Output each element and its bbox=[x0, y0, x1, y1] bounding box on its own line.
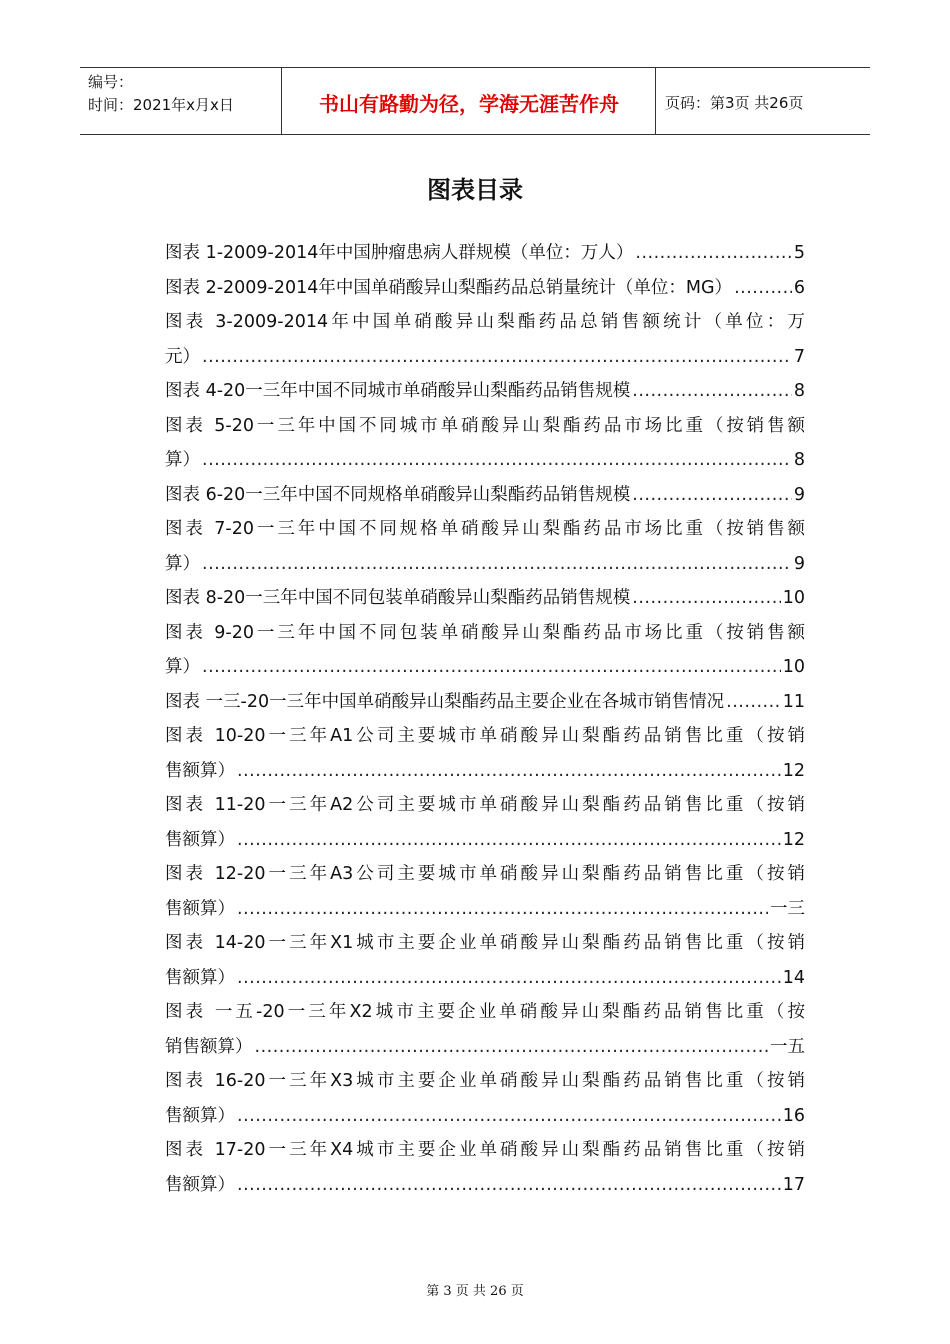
toc-entry-continuation[interactable] bbox=[165, 1099, 805, 1134]
toc-entry-text: 图表 8-20一三年中国不同包装单硝酸异山梨酯药品销售规模 bbox=[165, 588, 631, 608]
toc-entry-text: 图表 3-2009-2014年中国单硝酸异山梨酯药品总销售额统计（单位：万 bbox=[165, 312, 805, 332]
toc-leader-dots bbox=[237, 1168, 781, 1203]
toc-leader-dots bbox=[202, 650, 781, 685]
header-page-info: 页码：第3页 共26页 bbox=[665, 93, 804, 112]
toc-entry[interactable] bbox=[165, 374, 805, 409]
toc-entry-text: 图表 2-2009-2014年中国单硝酸异山梨酯药品总销量统计（单位：MG） bbox=[165, 277, 733, 298]
toc-entry-continuation[interactable] bbox=[165, 547, 805, 582]
header-left-cell bbox=[88, 71, 234, 117]
toc-entry-text: 图表 10-20一三年A1公司主要城市单硝酸异山梨酯药品销售比重（按销 bbox=[165, 726, 805, 746]
toc-leader-dots bbox=[726, 685, 781, 720]
toc-entry-text: 图表 9-20一三年中国不同包装单硝酸异山梨酯药品市场比重（按销售额 bbox=[165, 622, 805, 643]
toc-leader-dots bbox=[237, 1099, 781, 1134]
toc-entry-text: 元） bbox=[165, 346, 200, 367]
page-footer: 第 3 页 共 26 页 bbox=[426, 1284, 524, 1299]
toc-page-number: 9 bbox=[793, 484, 805, 505]
toc-leader-dots bbox=[632, 478, 792, 513]
toc-entry[interactable] bbox=[165, 685, 805, 720]
toc-entry-text: 售额算） bbox=[165, 898, 235, 919]
toc-entry[interactable] bbox=[165, 926, 805, 961]
toc-entry-continuation[interactable] bbox=[165, 1168, 805, 1203]
toc-entry[interactable] bbox=[165, 616, 805, 651]
number-label: 编号： bbox=[88, 73, 134, 91]
toc-page-number: 10 bbox=[782, 588, 805, 608]
toc-leader-dots bbox=[237, 823, 781, 858]
toc-entry-text: 算） bbox=[165, 657, 200, 677]
toc-entry-text: 算） bbox=[165, 553, 200, 574]
toc-entry-text: 图表 11-20一三年A2公司主要城市单硝酸异山梨酯药品销售比重（按销 bbox=[165, 795, 805, 815]
toc-leader-dots bbox=[237, 754, 781, 789]
toc-entry-continuation[interactable] bbox=[165, 754, 805, 789]
toc-page-number: 6 bbox=[793, 277, 805, 298]
toc-entry-text: 图表 7-20一三年中国不同规格单硝酸异山梨酯药品市场比重（按销售额 bbox=[165, 519, 805, 539]
toc-entry[interactable] bbox=[165, 857, 805, 892]
toc-entry[interactable] bbox=[165, 788, 805, 823]
toc-entry-text: 售额算） bbox=[165, 829, 235, 850]
time-label: 时间：2021年x月x日 bbox=[88, 96, 234, 114]
toc-leader-dots bbox=[255, 1030, 769, 1065]
toc-entry-continuation[interactable] bbox=[165, 961, 805, 996]
toc-entry-text: 图表 12-20一三年A3公司主要城市单硝酸异山梨酯药品销售比重（按销 bbox=[165, 864, 805, 884]
toc-entry-text: 图表 17-20一三年X4城市主要企业单硝酸异山梨酯药品销售比重（按销 bbox=[165, 1140, 805, 1160]
toc-entry[interactable] bbox=[165, 409, 805, 444]
toc-leader-dots bbox=[237, 961, 781, 996]
toc-page-number: 7 bbox=[793, 346, 805, 367]
toc-page-number: 11 bbox=[782, 691, 805, 712]
toc-entry-continuation[interactable] bbox=[165, 823, 805, 858]
toc-page-number: 12 bbox=[782, 829, 805, 850]
toc-entry[interactable] bbox=[165, 581, 805, 616]
toc-entry-text: 图表 16-20一三年X3城市主要企业单硝酸异山梨酯药品销售比重（按销 bbox=[165, 1071, 805, 1091]
toc-entry-text: 图表 4-20一三年中国不同城市单硝酸异山梨酯药品销售规模 bbox=[165, 381, 631, 401]
toc-page-number: 一三 bbox=[770, 898, 805, 919]
toc-page-number: 16 bbox=[782, 1105, 805, 1126]
toc-entry-text: 图表 6-20一三年中国不同规格单硝酸异山梨酯药品销售规模 bbox=[165, 484, 631, 505]
toc-entry[interactable] bbox=[165, 478, 805, 513]
toc-page-number: 8 bbox=[793, 381, 805, 401]
toc-leader-dots bbox=[202, 443, 792, 478]
table-of-figures bbox=[165, 236, 805, 1202]
toc-page-number: 9 bbox=[793, 553, 805, 574]
toc-entry[interactable] bbox=[165, 719, 805, 754]
toc-entry-continuation[interactable] bbox=[165, 1030, 805, 1065]
toc-entry-text: 图表 1-2009-2014年中国肿瘤患病人群规模（单位：万人） bbox=[165, 243, 634, 263]
toc-entry-text: 售额算） bbox=[165, 967, 235, 988]
toc-entry[interactable] bbox=[165, 236, 805, 271]
toc-page-number: 5 bbox=[793, 243, 805, 263]
toc-entry-text: 售额算） bbox=[165, 1105, 235, 1126]
toc-entry[interactable] bbox=[165, 512, 805, 547]
toc-entry-text: 售额算） bbox=[165, 1174, 235, 1195]
page-header bbox=[80, 67, 870, 135]
toc-entry-text: 图表 5-20一三年中国不同城市单硝酸异山梨酯药品市场比重（按销售额 bbox=[165, 415, 805, 436]
toc-entry-text: 图表 一三-20一三年中国单硝酸异山梨酯药品主要企业在各城市销售情况 bbox=[165, 691, 725, 712]
toc-page-number: 12 bbox=[782, 760, 805, 781]
header-motto: 书山有路勤为径，学海无涯苦作舟 bbox=[319, 91, 619, 116]
toc-page-number: 8 bbox=[793, 450, 805, 470]
toc-entry-text: 销售额算） bbox=[165, 1036, 253, 1057]
toc-leader-dots bbox=[202, 547, 792, 582]
toc-leader-dots bbox=[635, 236, 791, 271]
toc-page-number: 17 bbox=[782, 1174, 805, 1195]
toc-leader-dots bbox=[237, 892, 768, 927]
toc-entry-text: 售额算） bbox=[165, 760, 235, 781]
toc-page-number: 一五 bbox=[770, 1036, 805, 1057]
toc-entry-continuation[interactable] bbox=[165, 340, 805, 375]
toc-entry[interactable] bbox=[165, 305, 805, 340]
toc-page-number: 14 bbox=[782, 967, 805, 988]
toc-entry-text: 图表 14-20一三年X1城市主要企业单硝酸异山梨酯药品销售比重（按销 bbox=[165, 933, 805, 953]
toc-entry-text: 图表 一五-20一三年X2城市主要企业单硝酸异山梨酯药品销售比重（按 bbox=[165, 1002, 805, 1022]
toc-entry-text: 算） bbox=[165, 450, 200, 470]
toc-leader-dots bbox=[734, 271, 792, 306]
toc-entry-continuation[interactable] bbox=[165, 650, 805, 685]
toc-entry[interactable] bbox=[165, 1133, 805, 1168]
toc-entry-continuation[interactable] bbox=[165, 443, 805, 478]
toc-entry[interactable] bbox=[165, 1064, 805, 1099]
toc-leader-dots bbox=[632, 581, 780, 616]
toc-leader-dots bbox=[632, 374, 792, 409]
toc-entry[interactable] bbox=[165, 995, 805, 1030]
toc-page-number: 10 bbox=[782, 657, 805, 677]
toc-entry[interactable] bbox=[165, 271, 805, 306]
page-title: 图表目录 bbox=[427, 176, 523, 204]
toc-leader-dots bbox=[202, 340, 792, 375]
toc-entry-continuation[interactable] bbox=[165, 892, 805, 927]
